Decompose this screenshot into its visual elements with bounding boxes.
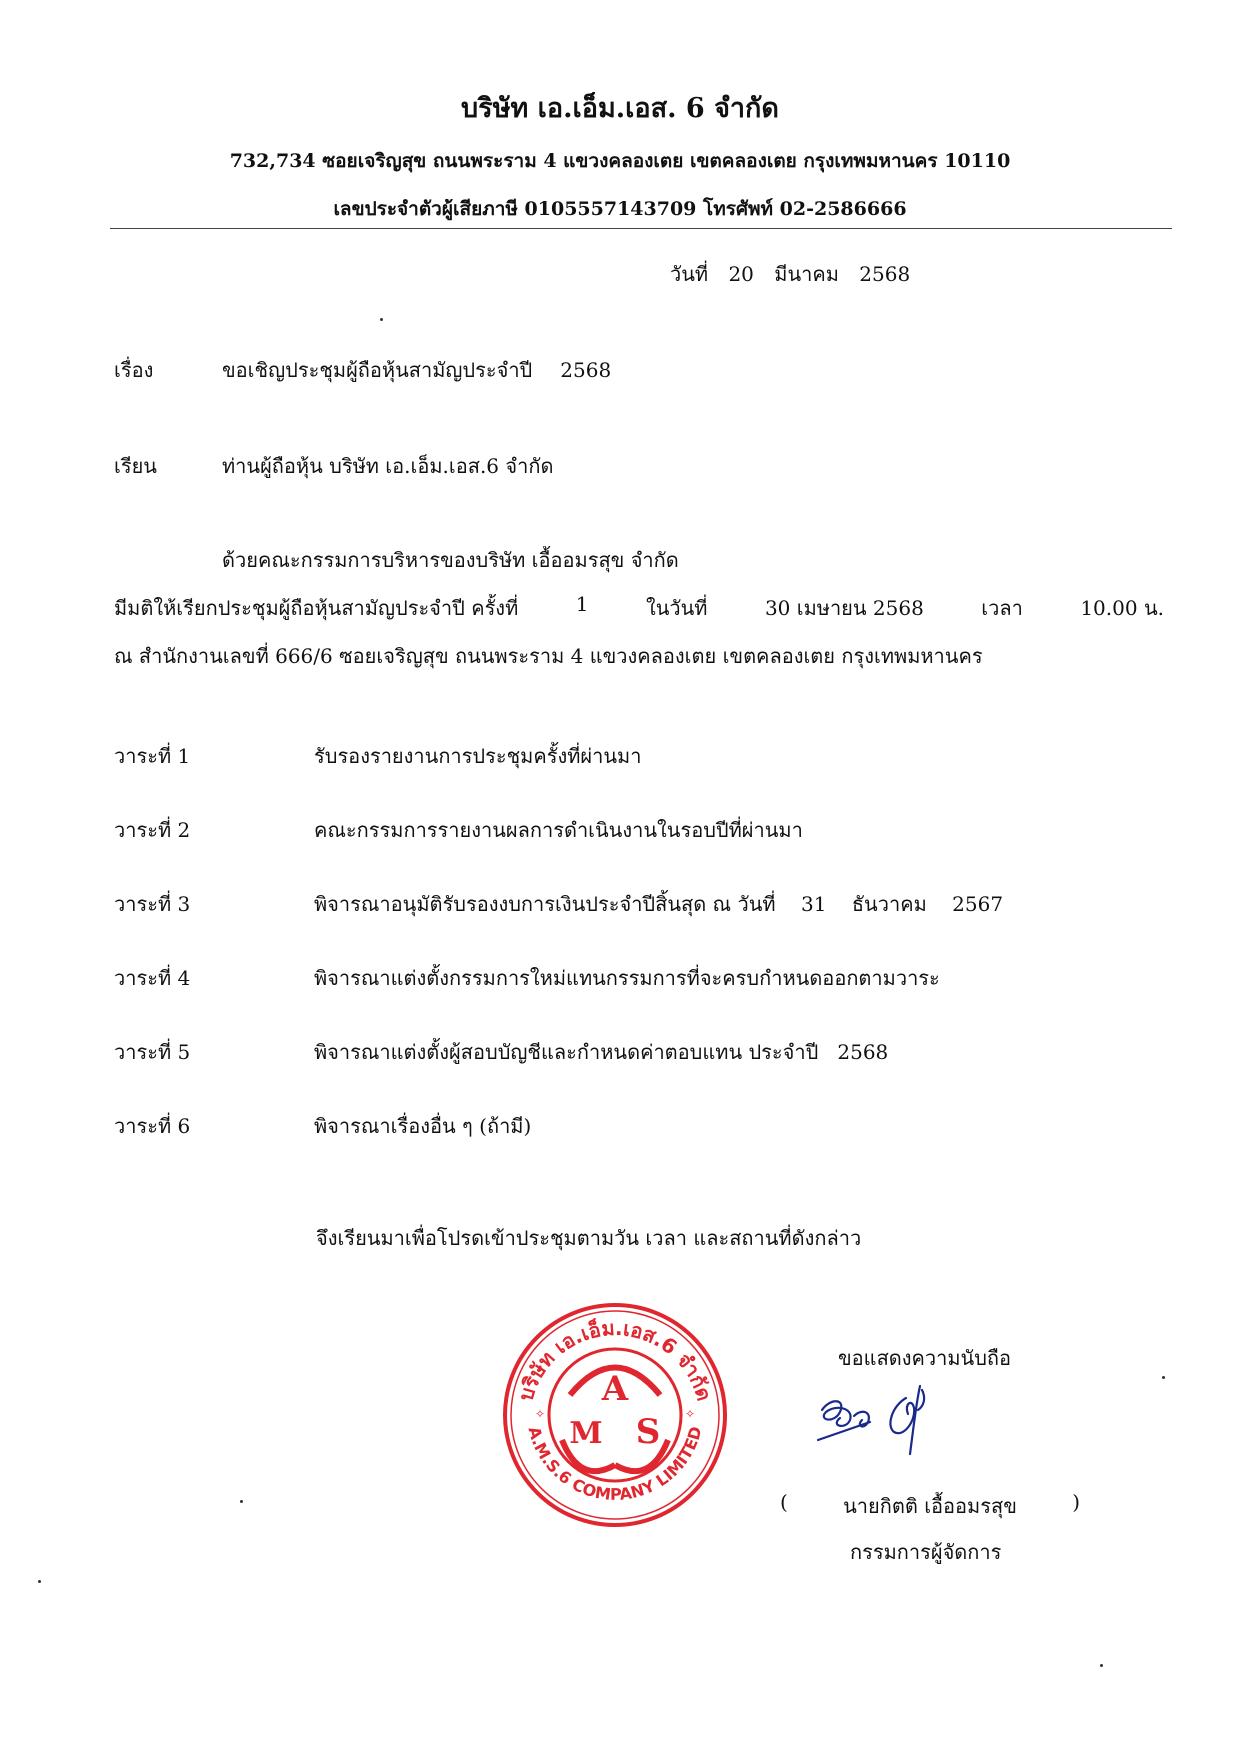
agenda-item <box>114 814 803 846</box>
seal-letter-a: A <box>601 1369 629 1409</box>
agenda-item <box>114 1110 531 1142</box>
meeting-time: 10.00 น. <box>1080 596 1164 620</box>
company-seal <box>500 1300 730 1530</box>
date-month: มีนาคม <box>774 262 839 286</box>
name-text: นายกิตติ เอื้ออมรสุข <box>843 1494 1017 1518</box>
name-close-paren: ) <box>1072 1490 1080 1514</box>
date-day: 20 <box>728 262 754 286</box>
meeting-number: 1 <box>575 592 589 616</box>
signatory-title: กรรมการผู้จัดการ <box>850 1540 1002 1564</box>
agenda-text: พิจารณาแต่งตั้งกรรมการใหม่แทนกรรมการที่จะครบกำหนดออกตามวาระ <box>314 966 940 990</box>
body-line-2 <box>114 592 1164 624</box>
agenda-item <box>114 888 1003 920</box>
subject-text <box>222 354 611 386</box>
company-name: บริษัท เอ.เอ็ม.เอส. 6 จำกัด <box>461 93 779 124</box>
agenda-number: วาระที่ 2 <box>114 818 191 842</box>
agenda-number: วาระที่ 5 <box>114 1040 191 1064</box>
speck <box>240 1500 243 1503</box>
speck <box>380 318 383 321</box>
agenda-text: พิจารณาแต่งตั้งผู้สอบบัญชีและกำหนดค่าตอบแทน ประจำปี 2568 <box>314 1040 889 1064</box>
meeting-date: 30 เมษายน 2568 <box>764 596 924 620</box>
seal-bottom-text: A.M.S.6 COMPANY LIMITED <box>524 1424 706 1504</box>
subject-body: ขอเชิญประชุมผู้ถือหุ้นสามัญประจำปี <box>222 358 533 382</box>
agenda-number: วาระที่ 3 <box>114 892 191 916</box>
letter-date <box>670 258 924 290</box>
svg-text:✧: ✧ <box>534 1407 546 1421</box>
date-year: 2568 <box>859 262 911 286</box>
body-line-2-part: มีมติให้เรียกประชุมผู้ถือหุ้นสามัญประจำปี ครั้งที่ <box>114 596 519 620</box>
body-line-1: ด้วยคณะกรรมการบริหารของบริษัท เอื้ออมรสุข จำกัด <box>222 548 679 572</box>
header-divider <box>110 228 1172 229</box>
recipient-label: เรียน <box>114 454 157 478</box>
agenda-number: วาระที่ 1 <box>114 744 191 768</box>
agenda-text: พิจารณาอนุมัติรับรองงบการเงินประจำปีสิ้นสุด ณ วันที่ 31 ธันวาคม 2567 <box>314 892 1004 916</box>
agenda-text: รับรองรายงานการประชุมครั้งที่ผ่านมา <box>314 744 642 768</box>
agenda-number: วาระที่ 4 <box>114 966 191 990</box>
signature-image <box>810 1380 960 1460</box>
speck <box>1162 1376 1165 1379</box>
speck <box>38 1580 41 1583</box>
signatory-name <box>780 1490 1080 1522</box>
speck <box>1100 1664 1103 1667</box>
subject-label: เรื่อง <box>114 358 154 382</box>
agenda-item <box>114 962 940 994</box>
regards-text: ขอแสดงความนับถือ <box>838 1346 1012 1370</box>
seal-letter-s: S <box>635 1412 661 1452</box>
agenda-text: คณะกรรมการรายงานผลการดำเนินงานในรอบปีที่ผ่านมา <box>314 818 803 842</box>
name-open-paren: ( <box>780 1490 788 1514</box>
agenda-text: พิจารณาเรื่องอื่น ๆ (ถ้ามี) <box>314 1114 532 1138</box>
agenda-item <box>114 1036 888 1068</box>
tax-phone-line: เลขประจำตัวผู้เสียภาษี 0105557143709 โทรศัพท์ 02-2586666 <box>333 198 907 220</box>
date-label: วันที่ <box>670 262 709 286</box>
recipient-text: ท่านผู้ถือหุ้น บริษัท เอ.เอ็ม.เอส.6 จำกัด <box>222 454 554 478</box>
agenda-number: วาระที่ 6 <box>114 1114 191 1138</box>
seal-top-text: บริษัท เอ.เอ็ม.เอส.6 จำกัด <box>513 1315 717 1404</box>
subject-year: 2568 <box>560 358 612 382</box>
body-line-2-part: เวลา <box>981 596 1023 620</box>
agenda-item <box>114 740 641 772</box>
body-line-2-part: ในวันที่ <box>645 596 708 620</box>
closing-sentence: จึงเรียนมาเพื่อโปรดเข้าประชุมตามวัน เวลา และสถานที่ดังกล่าว <box>316 1226 862 1250</box>
company-address: 732,734 ซอยเจริญสุข ถนนพระราม 4 แขวงคลองเตย เขตคลองเตย กรุงเทพมหานคร 10110 <box>229 150 1011 172</box>
svg-text:✧: ✧ <box>684 1407 696 1421</box>
seal-letter-m: M <box>569 1416 603 1451</box>
body-line-3: ณ สำนักงานเลขที่ 666/6 ซอยเจริญสุข ถนนพระราม 4 แขวงคลองเตย เขตคลองเตย กรุงเทพมหานคร <box>114 644 983 668</box>
